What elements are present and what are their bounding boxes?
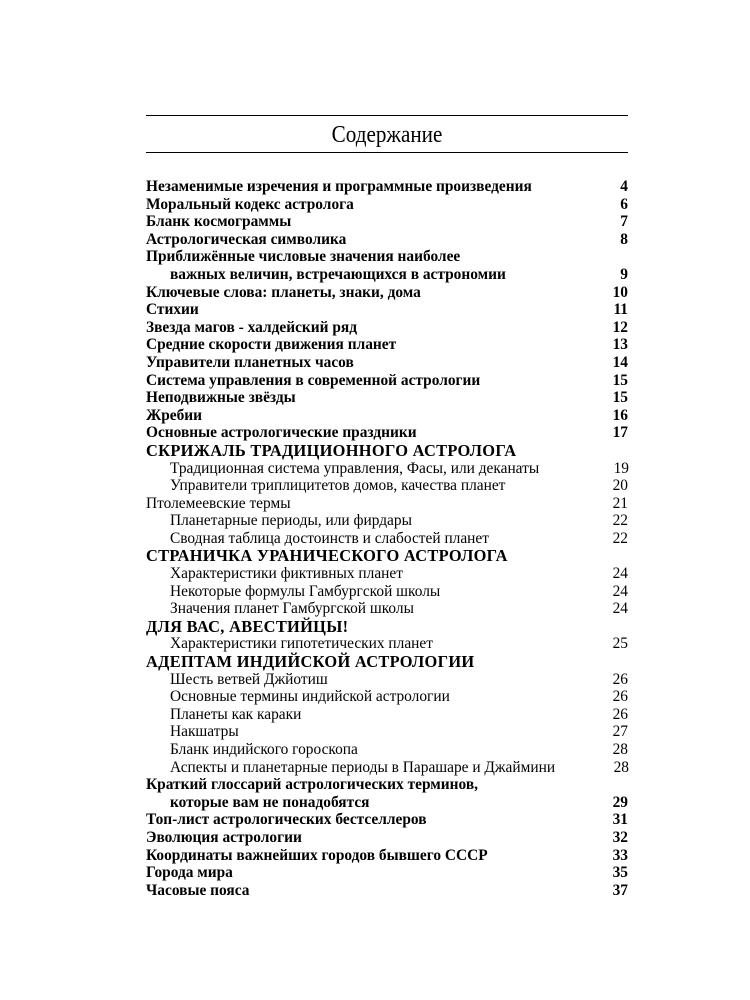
toc-entry[interactable] [146, 864, 628, 882]
toc-entry-title: важных величин, встречающихся в астрономии [170, 265, 506, 283]
toc-entry[interactable] [146, 284, 628, 302]
toc-entry[interactable] [146, 600, 628, 618]
toc-entry-title: Планетарные периоды, или фирдары [170, 512, 412, 530]
bottom-rule [146, 152, 628, 153]
toc-entry-page: 20 [612, 477, 628, 495]
toc-entry-title: Ключевые слова: планеты, знаки, дома [146, 283, 421, 301]
toc-entry-title: АДЕПТАМ ИНДИЙСКОЙ АСТРОЛОГИИ [146, 652, 475, 672]
toc-entry[interactable] [146, 213, 628, 231]
toc-entry-title: Основные астрологические праздники [146, 424, 417, 442]
toc-entry[interactable] [146, 178, 628, 196]
toc-entry-title: Стихии [146, 301, 199, 319]
toc-entry-page: 15 [612, 389, 628, 407]
toc-entry[interactable] [146, 495, 628, 513]
toc-entry[interactable] [146, 882, 628, 900]
toc-entry[interactable] [146, 741, 628, 759]
toc-entry[interactable] [146, 829, 628, 847]
toc-entry-page: 28 [612, 741, 628, 758]
toc-entry-page: 32 [612, 828, 628, 846]
toc-entry-title: Управители планетных часов [146, 353, 354, 371]
toc-entry[interactable] [146, 653, 628, 671]
toc-entry[interactable] [146, 477, 628, 495]
toc-entry-title: Часовые пояса [146, 881, 250, 899]
toc-entry[interactable] [146, 618, 628, 636]
toc-entry-page: 21 [612, 494, 628, 512]
toc-entry-title: Топ-лист астрологических бестселлеров [146, 811, 427, 829]
toc-entry-page: 10 [612, 283, 628, 301]
table-of-contents [146, 178, 628, 899]
toc-entry-title: Характеристики гипотетических планет [170, 635, 433, 653]
toc-entry-title: Жребии [146, 406, 203, 424]
toc-entry[interactable] [146, 196, 628, 214]
toc-entry-page: 17 [612, 424, 628, 442]
toc-entry-page: 12 [612, 318, 628, 336]
toc-entry-page: 24 [612, 600, 628, 618]
toc-entry-title: Некоторые формулы Гамбургской школы [170, 582, 441, 600]
toc-entry-title: Характеристики фиктивных планет [170, 565, 403, 583]
toc-entry-title: Традиционная система управления, Фасы, или деканаты [170, 459, 540, 477]
toc-entry[interactable] [146, 635, 628, 653]
toc-entry-page: 25 [612, 635, 628, 653]
toc-entry-title: Аспекты и планетарные периоды в Парашаре и Джаймини [170, 758, 556, 776]
toc-entry-page: 16 [612, 406, 628, 424]
toc-entry-page: 29 [612, 793, 628, 811]
toc-entry-page: 22 [612, 512, 628, 530]
toc-entry-page: 26 [612, 670, 628, 688]
toc-entry-page: 22 [612, 529, 628, 547]
toc-entry[interactable] [146, 706, 628, 724]
top-rule [146, 115, 628, 116]
toc-entry[interactable] [146, 723, 628, 741]
toc-entry-title: Моральный кодекс астролога [146, 195, 354, 213]
toc-entry-title: Средние скорости движения планет [146, 336, 397, 354]
toc-entry-page: 19 [613, 459, 629, 477]
toc-entry[interactable] [146, 460, 628, 478]
toc-entry[interactable] [146, 266, 628, 284]
toc-entry[interactable] [146, 776, 628, 794]
toc-entry[interactable] [146, 336, 628, 354]
toc-entry-title: Звезда магов - халдейский ряд [146, 318, 358, 336]
toc-entry-title: Краткий глоссарий астрологических терминов, [146, 776, 478, 794]
toc-entry[interactable] [146, 530, 628, 548]
toc-entry-page: 24 [612, 582, 628, 600]
page-title: Содержание [331, 122, 443, 148]
toc-entry-title: Бланк космограммы [146, 213, 292, 231]
toc-entry-page: 7 [620, 213, 628, 231]
toc-entry-title: Эволюция астрологии [146, 828, 302, 846]
toc-entry[interactable] [146, 407, 628, 425]
toc-entry[interactable] [146, 671, 628, 689]
toc-entry-page: 26 [612, 688, 628, 706]
toc-entry[interactable] [146, 424, 628, 442]
toc-entry[interactable] [146, 372, 628, 390]
toc-entry-page: 15 [612, 371, 628, 389]
toc-entry-title: Астрологическая символика [146, 230, 347, 248]
toc-entry-title: Города мира [146, 864, 233, 882]
toc-entry-page: 4 [620, 178, 628, 195]
toc-entry[interactable] [146, 512, 628, 530]
toc-entry-title: Система управления в современной астрологии [146, 371, 481, 389]
toc-entry[interactable] [146, 688, 628, 706]
toc-entry[interactable] [146, 759, 628, 777]
toc-entry-title: Птолемеевские термы [146, 494, 291, 512]
toc-entry-page: 6 [620, 195, 628, 213]
toc-entry[interactable] [146, 565, 628, 583]
toc-entry-page: 9 [620, 265, 628, 283]
toc-entry[interactable] [146, 231, 628, 249]
toc-entry[interactable] [146, 389, 628, 407]
toc-entry[interactable] [146, 319, 628, 337]
toc-entry-page: 28 [613, 758, 629, 776]
toc-entry-title: Шесть ветвей Джйотиш [170, 670, 328, 688]
toc-entry-title: Бланк индийского гороскопа [170, 741, 358, 758]
toc-entry[interactable] [146, 794, 628, 812]
toc-entry-title: Незаменимые изречения и программные произведения [146, 178, 532, 195]
toc-entry[interactable] [146, 583, 628, 601]
toc-entry-title: которые вам не понадобятся [170, 793, 370, 811]
toc-entry[interactable] [146, 354, 628, 372]
toc-entry[interactable] [146, 847, 628, 865]
toc-entry-page: 27 [612, 723, 628, 741]
toc-entry-page: 31 [612, 811, 628, 829]
toc-entry-page: 35 [612, 864, 628, 882]
toc-entry-title: Значения планет Гамбургской школы [170, 600, 414, 618]
toc-entry-title: СКРИЖАЛЬ ТРАДИЦИОННОГО АСТРОЛОГА [146, 440, 517, 460]
toc-entry[interactable] [146, 248, 628, 266]
toc-entry-title: СТРАНИЧКА УРАНИЧЕСКОГО АСТРОЛОГА [146, 546, 508, 566]
toc-entry-title: Приближённые числовые значения наиболее [146, 248, 461, 266]
toc-entry-title: Неподвижные звёзды [146, 389, 296, 407]
toc-entry-title: Управители триплицитетов домов, качества планет [170, 477, 506, 495]
toc-entry-page: 8 [620, 230, 628, 248]
toc-entry-page: 26 [612, 705, 628, 723]
toc-entry-page: 11 [613, 301, 628, 319]
toc-entry[interactable] [146, 811, 628, 829]
toc-entry-page: 14 [612, 353, 628, 371]
toc-entry-page: 13 [612, 336, 628, 354]
toc-entry-title: Накшатры [170, 723, 239, 741]
toc-entry-title: Планеты как караки [170, 705, 302, 723]
toc-entry-title: Основные термины индийской астрологии [170, 688, 450, 706]
toc-entry[interactable] [146, 301, 628, 319]
toc-entry-page: 37 [612, 881, 628, 899]
toc-entry-title: ДЛЯ ВАС, АВЕСТИЙЦЫ! [146, 616, 349, 636]
toc-entry-page: 33 [612, 846, 628, 864]
toc-entry[interactable] [146, 442, 628, 460]
toc-entry-page: 24 [612, 565, 628, 583]
toc-entry-title: Сводная таблица достоинств и слабостей планет [170, 529, 489, 547]
toc-entry-title: Координаты важнейших городов бывшего СССР [146, 846, 488, 864]
toc-entry[interactable] [146, 547, 628, 565]
